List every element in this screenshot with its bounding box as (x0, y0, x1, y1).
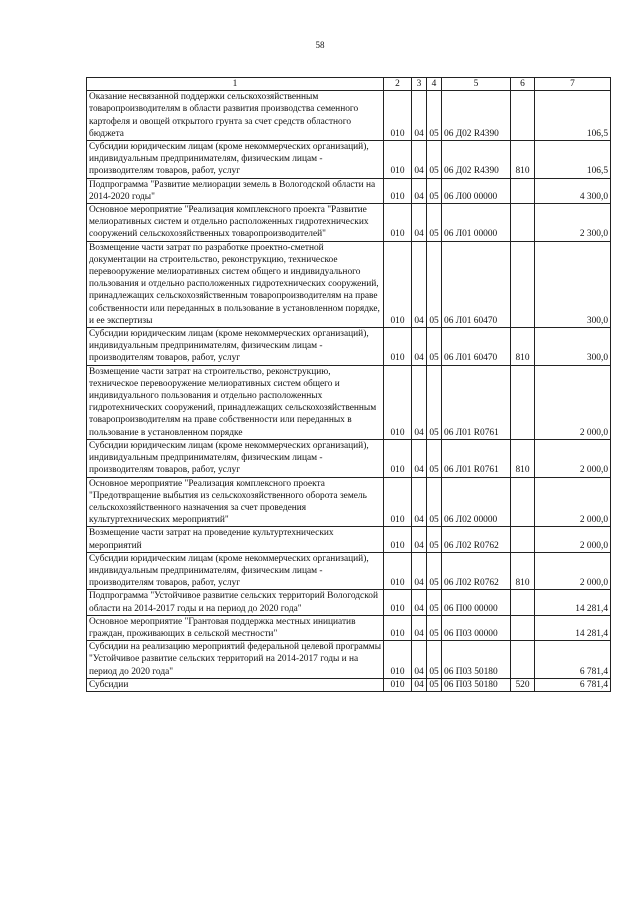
row-target: 06 Л01 R0761 (442, 365, 511, 439)
row-target: 06 П03 50180 (442, 641, 511, 679)
row-amount: 2 300,0 (535, 204, 611, 242)
row-target: 06 Л01 00000 (442, 204, 511, 242)
row-name: Основное мероприятие "Реализация комплексного проекта "Развитие мелиоративных систем и отдельно расположенных гидротехнических сооружений сельскохозяйственных товаропроизводителей" (87, 204, 384, 242)
row-code: 010 (384, 678, 412, 691)
row-name: Субсидии на реализацию мероприятий федеральной целевой программы "Устойчивое развитие сельских территорий на 2014-2017 годы и на период до 2020 года" (87, 641, 384, 679)
row-name: Субсидии юридическим лицам (кроме некоммерческих организаций), индивидуальным предпринимателям, физическим лицам - производителям товаров, работ, услуг (87, 141, 384, 179)
row-target: 06 Д02 R4390 (442, 91, 511, 141)
row-name: Субсидии юридическим лицам (кроме некоммерческих организаций), индивидуальным предпринимателям, физическим лицам - производителям товаров, работ, услуг (87, 552, 384, 590)
row-section: 04 (412, 477, 427, 527)
row-name: Основное мероприятие "Грантовая поддержка местных инициатив граждан, проживающих в сельской местности" (87, 615, 384, 640)
header-col-6: 6 (511, 78, 535, 91)
row-subsection: 05 (427, 204, 442, 242)
row-target: 06 П03 50180 (442, 678, 511, 691)
row-amount: 2 000,0 (535, 527, 611, 552)
table-row (87, 241, 611, 327)
row-amount: 106,5 (535, 141, 611, 179)
row-code: 010 (384, 552, 412, 590)
row-section: 04 (412, 141, 427, 179)
row-section: 04 (412, 178, 427, 203)
table-row (87, 204, 611, 242)
row-code: 010 (384, 91, 412, 141)
row-subsection: 05 (427, 328, 442, 366)
row-code: 010 (384, 527, 412, 552)
header-row (87, 78, 611, 91)
table-row (87, 552, 611, 590)
row-target: 06 Л00 00000 (442, 178, 511, 203)
row-type (511, 365, 535, 439)
row-type (511, 241, 535, 327)
row-type (511, 91, 535, 141)
header-col-3: 3 (412, 78, 427, 91)
row-name: Возмещение части затрат на проведение культуртехнических мероприятий (87, 527, 384, 552)
row-section: 04 (412, 678, 427, 691)
row-section: 04 (412, 641, 427, 679)
table-row (87, 141, 611, 179)
row-code: 010 (384, 204, 412, 242)
page-number: 58 (315, 40, 325, 50)
row-code: 010 (384, 328, 412, 366)
row-name: Подпрограмма "Развитие мелиорации земель в Вологодской области на 2014-2020 годы" (87, 178, 384, 203)
table-row (87, 178, 611, 203)
table-row (87, 365, 611, 439)
table-row (87, 615, 611, 640)
row-subsection: 05 (427, 678, 442, 691)
header-col-7: 7 (535, 78, 611, 91)
row-subsection: 05 (427, 141, 442, 179)
row-section: 04 (412, 552, 427, 590)
row-subsection: 05 (427, 615, 442, 640)
row-section: 04 (412, 615, 427, 640)
row-type (511, 641, 535, 679)
row-type: 810 (511, 552, 535, 590)
table-row (87, 678, 611, 691)
row-subsection: 05 (427, 91, 442, 141)
row-subsection: 05 (427, 641, 442, 679)
table-row (87, 328, 611, 366)
row-subsection: 05 (427, 365, 442, 439)
row-amount: 6 781,4 (535, 678, 611, 691)
row-amount: 300,0 (535, 328, 611, 366)
row-section: 04 (412, 365, 427, 439)
row-code: 010 (384, 141, 412, 179)
row-amount: 300,0 (535, 241, 611, 327)
row-target: 06 Л01 R0761 (442, 439, 511, 477)
row-name: Возмещение части затрат на строительство, реконструкцию, техническое перевооружение мелиоративных систем общего и индивидуального пользования и отдельно расположенных гидротехнических сооружений, принадлежащих сельскохозяйственным товаропроизводителям на праве собственности или переданных в пользование в установленном порядке (87, 365, 384, 439)
row-amount: 2 000,0 (535, 439, 611, 477)
row-subsection: 05 (427, 477, 442, 527)
row-target: 06 П03 00000 (442, 615, 511, 640)
row-section: 04 (412, 328, 427, 366)
row-target: 06 Л01 60470 (442, 241, 511, 327)
row-type: 810 (511, 439, 535, 477)
row-amount: 106,5 (535, 91, 611, 141)
row-target: 06 Л01 60470 (442, 328, 511, 366)
row-amount: 2 000,0 (535, 477, 611, 527)
budget-table (86, 77, 611, 692)
row-name: Субсидии (87, 678, 384, 691)
row-type (511, 527, 535, 552)
row-type (511, 477, 535, 527)
row-section: 04 (412, 590, 427, 615)
row-section: 04 (412, 204, 427, 242)
row-code: 010 (384, 477, 412, 527)
row-subsection: 05 (427, 552, 442, 590)
row-type (511, 178, 535, 203)
row-name: Оказание несвязанной поддержки сельскохозяйственным товаропроизводителям в области развития производства семенного картофеля и овощей открытого грунта за счет средств областного бюджета (87, 91, 384, 141)
row-subsection: 05 (427, 590, 442, 615)
table-row (87, 439, 611, 477)
row-target: 06 Л02 R0762 (442, 527, 511, 552)
row-subsection: 05 (427, 527, 442, 552)
row-name: Подпрограмма "Устойчивое развитие сельских территорий Вологодской области на 2014-2017 годы и на период до 2020 года" (87, 590, 384, 615)
row-code: 010 (384, 439, 412, 477)
row-type: 810 (511, 328, 535, 366)
row-amount: 14 281,4 (535, 590, 611, 615)
table-row (87, 91, 611, 141)
row-section: 04 (412, 439, 427, 477)
table-row (87, 527, 611, 552)
row-amount: 6 781,4 (535, 641, 611, 679)
row-target: 06 Д02 R4390 (442, 141, 511, 179)
row-name: Основное мероприятие "Реализация комплексного проекта "Предотвращение выбытия из сельскохозяйственного оборота земель сельскохозяйственного назначения за счет проведения культуртехнических мероприятий" (87, 477, 384, 527)
row-code: 010 (384, 615, 412, 640)
row-code: 010 (384, 178, 412, 203)
row-code: 010 (384, 590, 412, 615)
row-subsection: 05 (427, 241, 442, 327)
row-amount: 14 281,4 (535, 615, 611, 640)
row-target: 06 Л02 R0762 (442, 552, 511, 590)
row-code: 010 (384, 365, 412, 439)
table-row (87, 641, 611, 679)
table-row (87, 590, 611, 615)
row-section: 04 (412, 241, 427, 327)
row-subsection: 05 (427, 178, 442, 203)
row-amount: 4 300,0 (535, 178, 611, 203)
row-target: 06 Л02 00000 (442, 477, 511, 527)
row-name: Субсидии юридическим лицам (кроме некоммерческих организаций), индивидуальным предпринимателям, физическим лицам - производителям товаров, работ, услуг (87, 439, 384, 477)
row-name: Субсидии юридическим лицам (кроме некоммерческих организаций), индивидуальным предпринимателям, физическим лицам - производителям товаров, работ, услуг (87, 328, 384, 366)
row-type (511, 204, 535, 242)
row-type: 810 (511, 141, 535, 179)
row-amount: 2 000,0 (535, 365, 611, 439)
row-type: 520 (511, 678, 535, 691)
row-amount: 2 000,0 (535, 552, 611, 590)
header-col-4: 4 (427, 78, 442, 91)
row-type (511, 590, 535, 615)
row-subsection: 05 (427, 439, 442, 477)
header-col-2: 2 (384, 78, 412, 91)
row-section: 04 (412, 527, 427, 552)
header-col-1: 1 (87, 78, 384, 91)
row-section: 04 (412, 91, 427, 141)
row-code: 010 (384, 241, 412, 327)
header-col-5: 5 (442, 78, 511, 91)
row-type (511, 615, 535, 640)
row-code: 010 (384, 641, 412, 679)
row-name: Возмещение части затрат по разработке проектно-сметной документации на строительство, реконструкцию, техническое перевооружение мелиоративных систем общего и индивидуального пользования и отдельно расположенных гидротехнических сооружений, принадлежащих сельскохозяйственным товаропроизводителям на праве собственности или переданных в пользование в установленном порядке, и ее экспертизы (87, 241, 384, 327)
row-target: 06 П00 00000 (442, 590, 511, 615)
table-row (87, 477, 611, 527)
